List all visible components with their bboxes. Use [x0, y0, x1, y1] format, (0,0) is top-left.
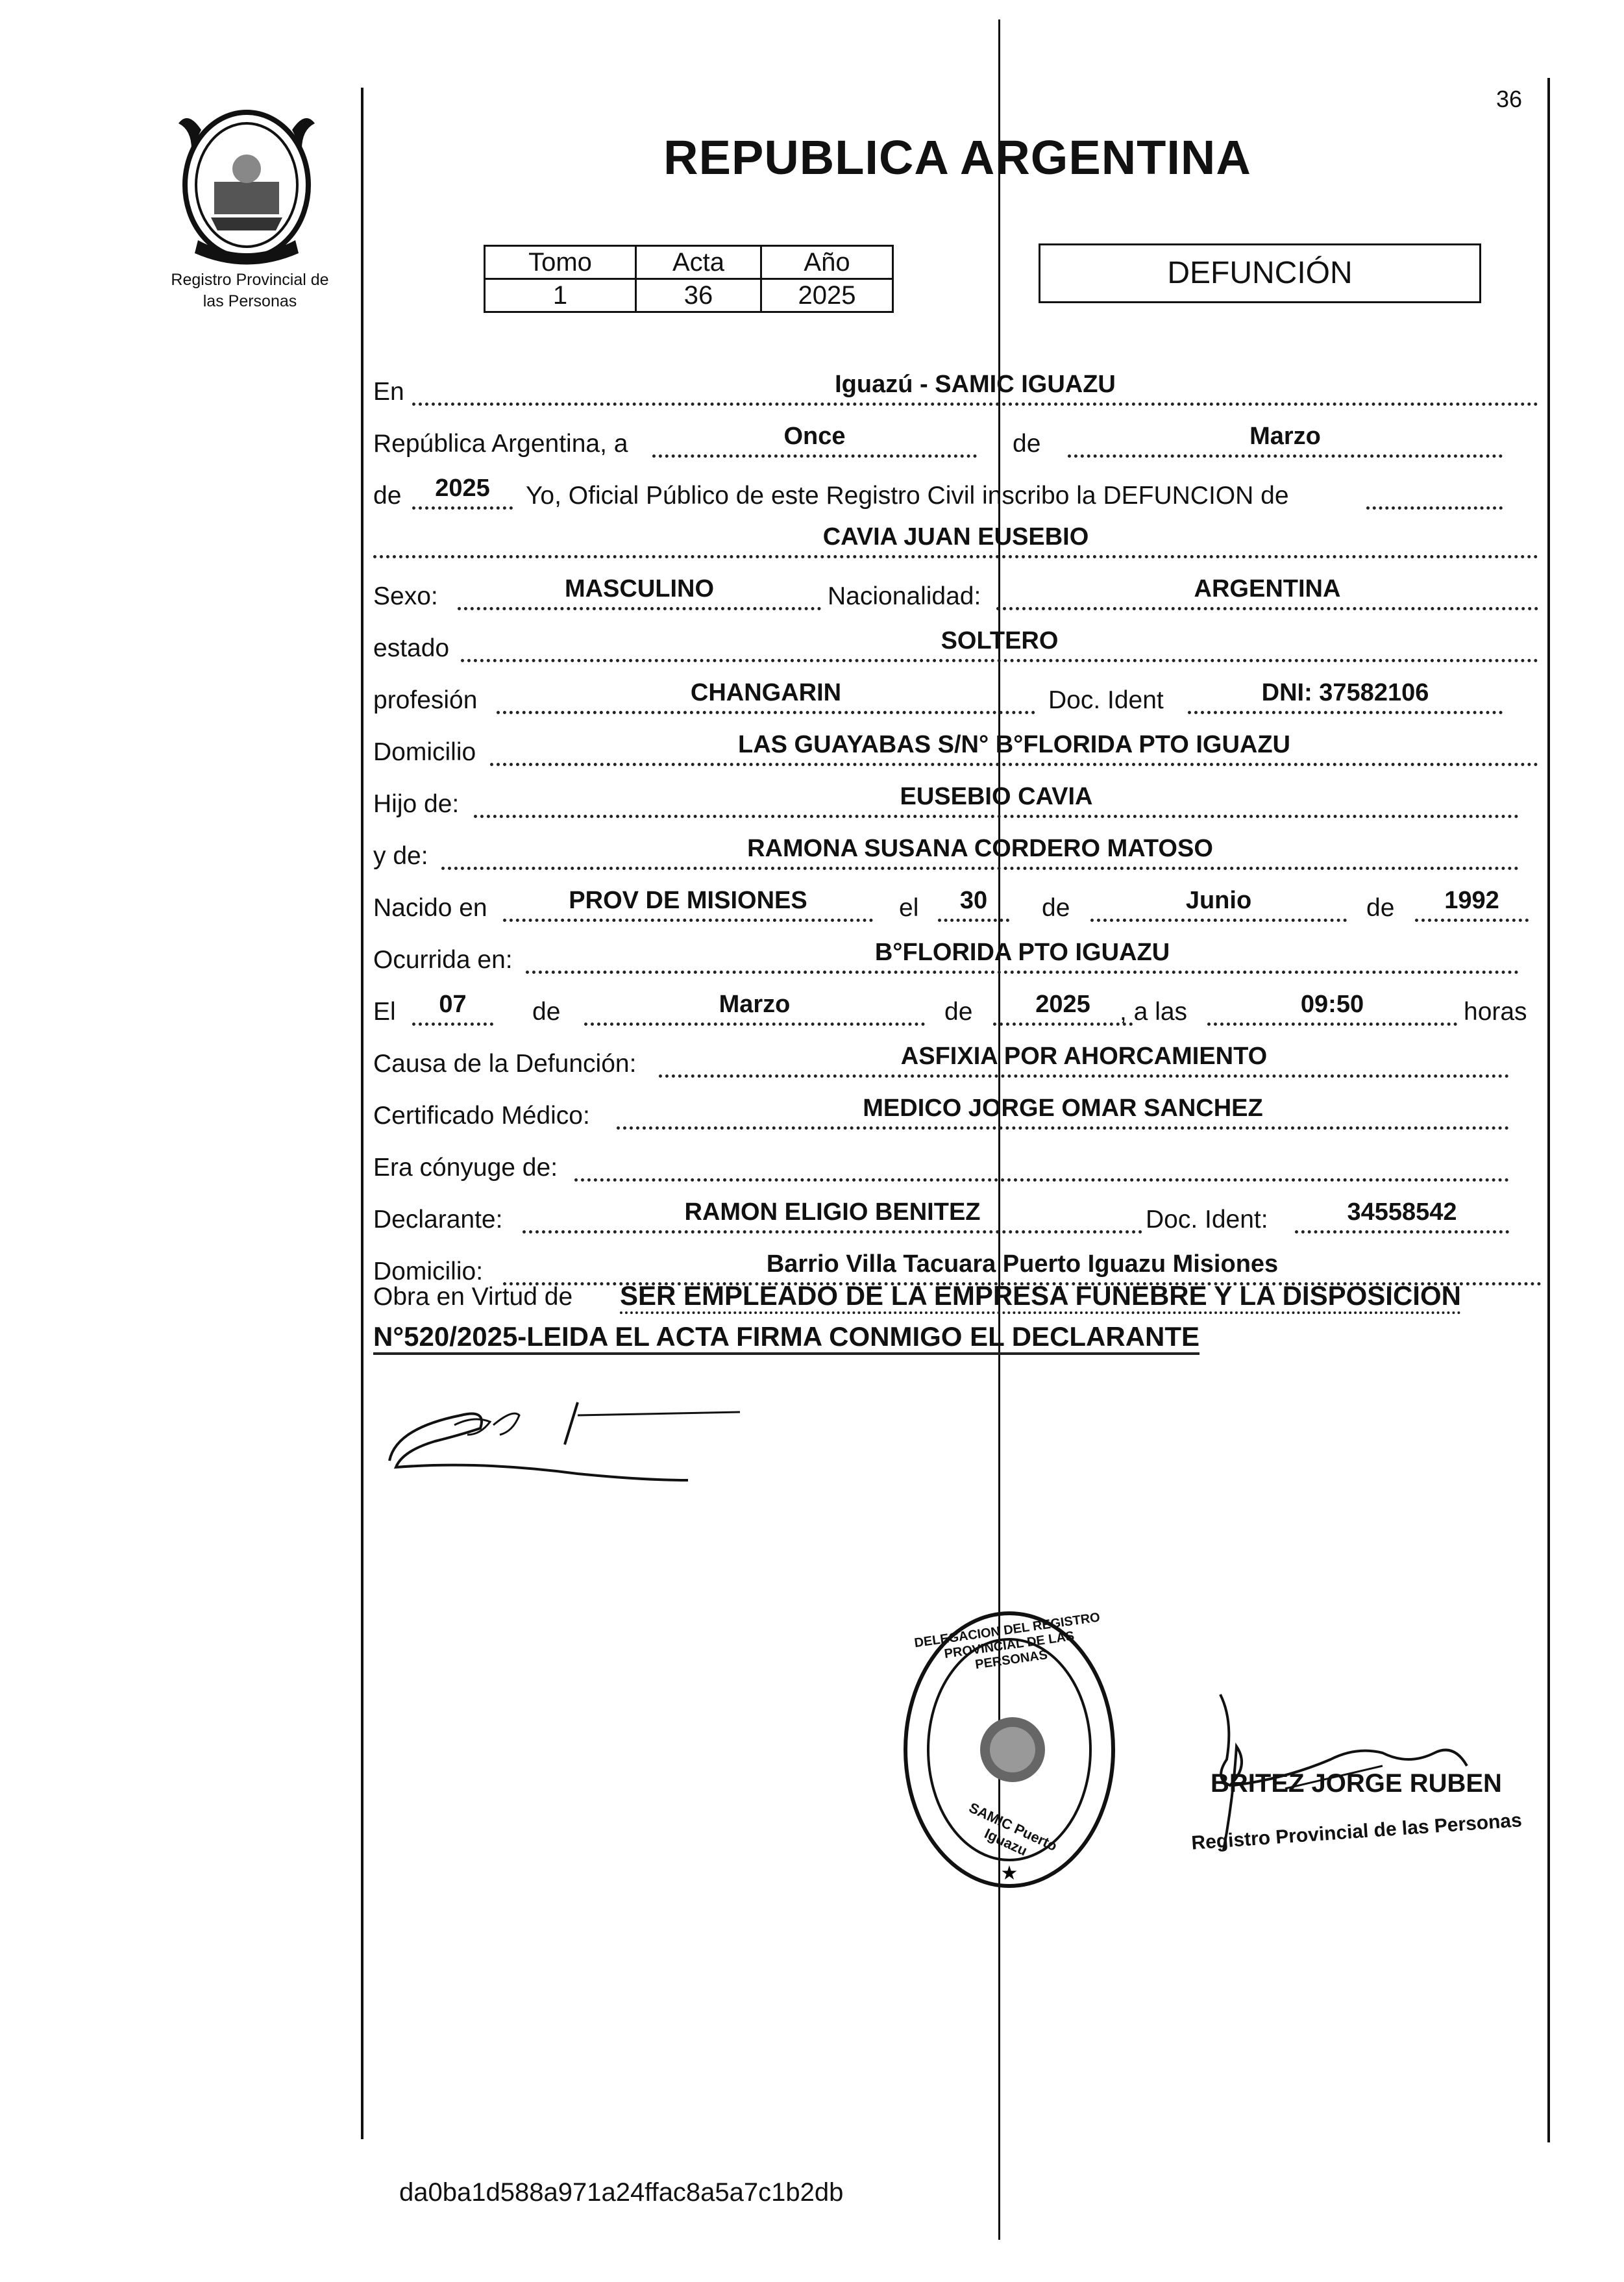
value-nacionalidad: ARGENTINA — [1194, 575, 1341, 602]
field-ocurrida — [526, 938, 1519, 974]
act-type-box: DEFUNCIÓN — [1039, 243, 1481, 303]
value-domicilio-2: Barrio Villa Tacuara Puerto Iguazu Misiones — [766, 1250, 1279, 1278]
field-month — [1068, 422, 1503, 458]
page-title: REPUBLICA ARGENTINA — [663, 130, 1251, 184]
value-obra-line2: N°520/2025-LEIDA EL ACTA FIRMA CONMIGO EL DECLARANTE — [373, 1321, 1200, 1355]
label-de-6: de — [944, 998, 973, 1026]
field-causa — [659, 1042, 1509, 1078]
field-death-month — [584, 990, 925, 1026]
field-certificado — [617, 1094, 1509, 1130]
field-doc-ident-2 — [1295, 1198, 1509, 1234]
row-ocurrida — [373, 938, 1519, 977]
row-conyuge — [373, 1146, 1509, 1185]
field-death-time — [1207, 990, 1457, 1026]
label-causa: Causa de la Defunción: — [373, 1050, 637, 1078]
row-oficial — [373, 474, 1538, 513]
value-declarante: RAMON ELIGIO BENITEZ — [684, 1198, 981, 1226]
row-domicilio — [373, 730, 1538, 769]
page-number: 36 — [1496, 86, 1523, 112]
row-declarante — [373, 1198, 1509, 1237]
province-crest-logo — [166, 104, 328, 266]
label-de-1: de — [1013, 430, 1041, 458]
registry-name-line2: las Personas — [203, 292, 297, 310]
field-nacido — [503, 886, 873, 922]
table-value-tomo: 1 — [485, 279, 636, 312]
value-y-de: RAMONA SUSANA CORDERO MATOSO — [747, 835, 1213, 862]
table-value-acta: 36 — [636, 279, 761, 312]
table-header-tomo: Tomo — [485, 246, 636, 279]
field-sexo — [458, 575, 821, 610]
row-deceased-name — [373, 523, 1538, 562]
label-republica: República Argentina, a — [373, 430, 628, 458]
value-certificado: MEDICO JORGE OMAR SANCHEZ — [863, 1095, 1263, 1122]
label-y-de: y de: — [373, 842, 428, 870]
label-sexo: Sexo: — [373, 582, 438, 610]
table-value-anio: 2025 — [761, 279, 893, 312]
field-day — [652, 422, 977, 458]
field-birth-year — [1415, 886, 1529, 922]
label-nacionalidad: Nacionalidad: — [828, 582, 981, 610]
field-declarante — [523, 1198, 1142, 1234]
row-profesion — [373, 678, 1538, 717]
label-doc-ident: Doc. Ident — [1048, 686, 1164, 714]
field-birth-month — [1090, 886, 1347, 922]
label-el: el — [899, 894, 919, 922]
stamp-inner-text: SAMIC Puerto Iguazu — [966, 1799, 1060, 1859]
value-sexo: MASCULINO — [564, 575, 715, 602]
row-hijo — [373, 782, 1519, 821]
value-birth-year: 1992 — [1444, 887, 1499, 914]
row-causa — [373, 1042, 1509, 1081]
svg-text:★: ★ — [1000, 1862, 1018, 1885]
field-birth-day — [938, 886, 1009, 922]
label-domicilio: Domicilio — [373, 738, 476, 766]
label-el-2: El — [373, 998, 396, 1026]
field-year — [412, 474, 513, 510]
document-hash: da0ba1d588a971a24ffac8a5a7c1b2db — [399, 2178, 844, 2207]
table-header-acta: Acta — [636, 246, 761, 279]
label-declarante: Declarante: — [373, 1206, 503, 1234]
label-horas: horas — [1464, 998, 1527, 1026]
table-header-anio: Año — [761, 246, 893, 279]
value-birth-day: 30 — [959, 887, 988, 914]
label-conyuge: Era cónyuge de: — [373, 1154, 558, 1182]
label-de-4: de — [1366, 894, 1395, 922]
row-obra-2 — [373, 1321, 1542, 1360]
field-conyuge — [574, 1146, 1509, 1182]
declarant-signature — [383, 1389, 746, 1487]
label-oficial: Yo, Oficial Público de este Registro Civil inscribo la DEFUNCION de — [526, 482, 1289, 510]
field-death-year — [993, 990, 1133, 1026]
value-nacido: PROV DE MISIONES — [569, 887, 807, 914]
value-obra-line1: SER EMPLEADO DE LA EMPRESA FUNEBRE Y LA DISPOSICION — [620, 1280, 1461, 1314]
field-domicilio — [490, 730, 1538, 766]
label-nacido: Nacido en — [373, 894, 487, 922]
label-obra: Obra en Virtud de — [373, 1283, 573, 1311]
value-day: Once — [783, 423, 846, 450]
field-oficial-tail — [1366, 474, 1503, 510]
field-en — [412, 370, 1538, 406]
value-doc-ident-2: 34558542 — [1347, 1198, 1457, 1226]
stamp-ring-text: DELEGACION DEL REGISTRO PROVINCIAL DE LAS PERSONAS — [913, 1610, 1101, 1672]
field-doc-ident — [1188, 678, 1503, 714]
record-table-value-row — [485, 279, 893, 312]
value-death-month: Marzo — [719, 991, 791, 1018]
record-table — [484, 245, 894, 313]
field-death-day — [412, 990, 493, 1026]
registry-name-line1: Registro Provincial de — [171, 271, 329, 289]
label-profesion: profesión — [373, 686, 478, 714]
value-death-time: 09:50 — [1300, 991, 1364, 1018]
value-hijo: EUSEBIO CAVIA — [900, 783, 1093, 810]
field-estado — [461, 626, 1538, 662]
row-y-de — [373, 834, 1519, 873]
field-deceased-name — [373, 523, 1538, 558]
field-y-de — [441, 834, 1519, 870]
field-hijo — [474, 782, 1519, 818]
row-nacido — [373, 886, 1519, 925]
row-obra-1 — [373, 1278, 1542, 1317]
value-en: Iguazú - SAMIC IGUAZU — [835, 371, 1116, 398]
label-hijo: Hijo de: — [373, 790, 460, 818]
row-sexo — [373, 575, 1538, 614]
field-nacionalidad — [996, 575, 1538, 610]
label-doc-ident-2: Doc. Ident: — [1146, 1206, 1268, 1234]
value-estado: SOLTERO — [941, 627, 1059, 654]
label-a-las: , a las — [1120, 998, 1188, 1026]
value-year: 2025 — [435, 475, 490, 502]
value-birth-month: Junio — [1185, 887, 1252, 914]
label-de-3: de — [1042, 894, 1070, 922]
row-fecha-defuncion — [373, 990, 1542, 1029]
right-margin-rule — [1547, 78, 1550, 2142]
label-de-2: de — [373, 482, 402, 510]
official-role: Registro Provincial de las Personas — [1190, 1809, 1523, 1854]
label-certificado: Certificado Médico: — [373, 1102, 590, 1130]
field-profesion — [497, 678, 1035, 714]
label-en: En — [373, 378, 404, 406]
official-name: BRITEZ JORGE RUBEN — [1211, 1769, 1502, 1798]
value-profesion: CHANGARIN — [690, 679, 842, 706]
label-estado: estado — [373, 634, 450, 662]
value-doc-ident: DNI: 37582106 — [1261, 679, 1429, 706]
label-ocurrida: Ocurrida en: — [373, 946, 513, 974]
record-table-header-row — [485, 246, 893, 279]
value-month: Marzo — [1249, 423, 1321, 450]
value-causa: ASFIXIA POR AHORCAMIENTO — [900, 1043, 1268, 1070]
row-certificado — [373, 1094, 1509, 1133]
official-stamp — [899, 1604, 1120, 1896]
value-domicilio: LAS GUAYABAS S/N° B°FLORIDA PTO IGUAZU — [738, 731, 1290, 758]
registry-name — [127, 269, 373, 312]
value-death-day: 07 — [439, 991, 467, 1018]
value-death-year: 2025 — [1035, 991, 1090, 1018]
value-deceased-name: CAVIA JUAN EUSEBIO — [822, 523, 1089, 551]
label-de-5: de — [532, 998, 561, 1026]
row-fecha — [373, 422, 1538, 461]
label-domicilio-2: Domicilio: — [373, 1258, 484, 1285]
value-ocurrida: B°FLORIDA PTO IGUAZU — [874, 939, 1170, 966]
row-estado — [373, 626, 1538, 665]
left-margin-rule — [361, 88, 363, 2139]
row-en — [373, 370, 1538, 409]
